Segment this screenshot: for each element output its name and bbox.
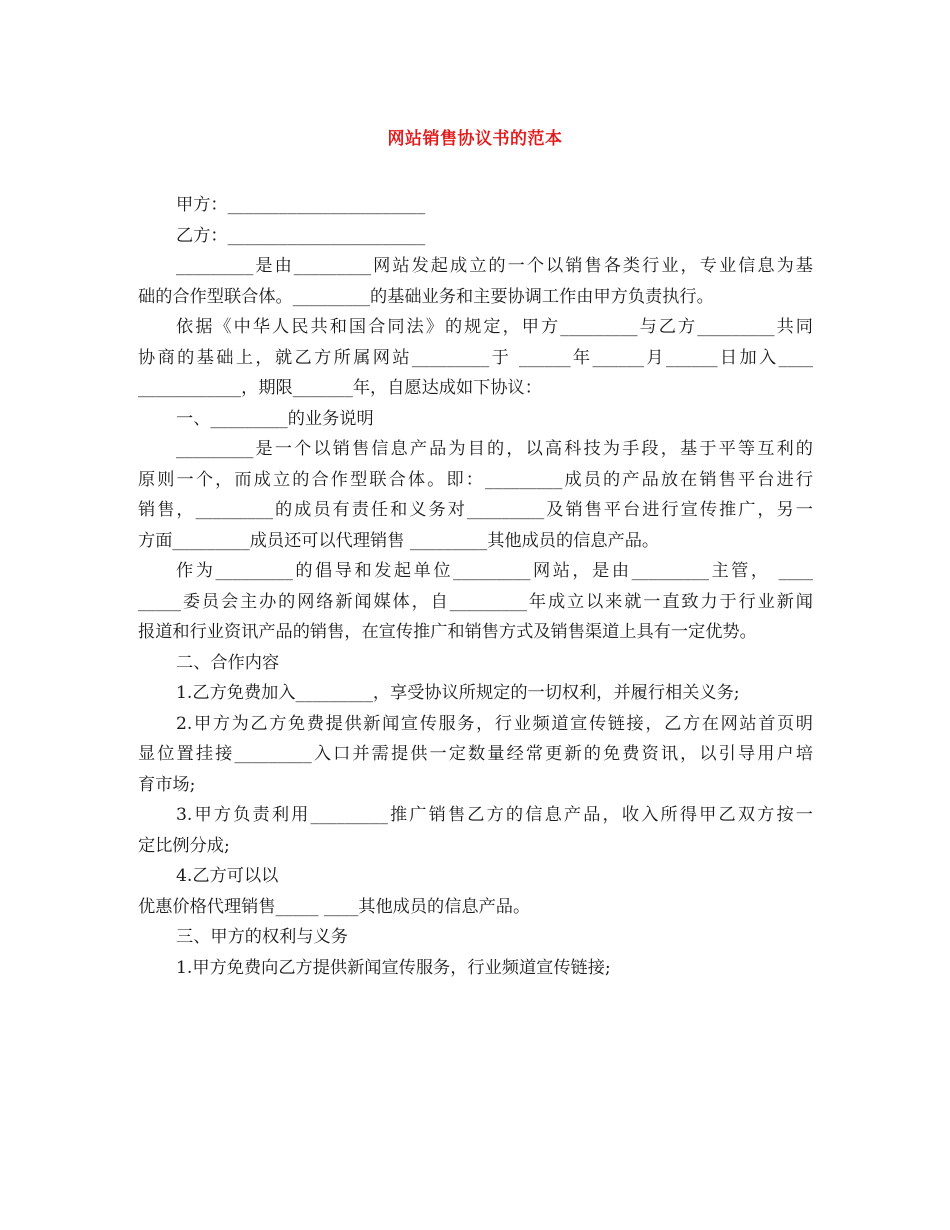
document-title: 网站销售协议书的范本 <box>387 129 563 149</box>
paragraph-line: 原则一个，而成立的合作型联合体。即：_________成员的产品放在销售平台进行 <box>138 469 813 490</box>
list-item-continuation: 定比例分成; <box>138 835 230 856</box>
list-item: 2.甲方为乙方免费提供新闻宣传服务，行业频道宣传链接，乙方在网站首页明 <box>176 713 813 734</box>
paragraph-line: ____________，期限_______年，自愿达成如下协议： <box>138 378 542 398</box>
section-heading: 三、甲方的权利与义务 <box>176 927 348 947</box>
paragraph-line: 销售，_________的成员有责任和义务对_________及销售平台进行宣传推广，另一 <box>138 500 813 520</box>
list-item-continuation: 显位置挂接_________入口并需提供一定数量经常更新的免费资讯，以引导用户培 <box>138 744 813 764</box>
list-item-continuation: 优惠价格代理销售_____ ____其他成员的信息产品。 <box>138 896 531 917</box>
list-item-continuation: 育市场; <box>138 774 196 795</box>
paragraph-line: 础的合作型联合体。_________的基础业务和主要协调工作由甲方负责执行。 <box>138 286 714 307</box>
list-item: 1.乙方免费加入_________，享受协议所规定的一切权利，并履行相关义务; <box>176 683 740 703</box>
party-b-line: 乙方：_______________________ <box>176 225 426 246</box>
section-heading: 二、合作内容 <box>176 652 280 673</box>
paragraph-line: 作为_________的倡导和发起单位_________网站，是由_________主管， ____ <box>176 561 813 581</box>
paragraph-line: _________是一个以销售信息产品为目的，以高科技为手段，基于平等互利的 <box>176 439 813 459</box>
paragraph-line: 方面_________成员还可以代理销售 _________其他成员的信息产品。 <box>138 530 660 551</box>
paragraph-line: _________是由_________网站发起成立的一个以销售各类行业，专业信息为基 <box>176 256 813 276</box>
list-item: 3.甲方负责利用_________推广销售乙方的信息产品，收入所得甲乙双方按一 <box>176 805 813 825</box>
paragraph-line: _____委员会主办的网络新闻媒体，自_________年成立以来就一直致力于行业新闻 <box>138 591 813 612</box>
party-a-line: 甲方：_______________________ <box>176 195 426 215</box>
list-item: 4.乙方可以以 <box>176 866 279 886</box>
section-heading: 一、_________的业务说明 <box>176 408 374 429</box>
paragraph-line: 协商的基础上，就乙方所属网站_________于 ______年______月______日加入____ <box>138 347 813 368</box>
list-item: 1.甲方免费向乙方提供新闻宣传服务，行业频道宣传链接; <box>176 957 611 978</box>
paragraph-line: 报道和行业资讯产品的销售，在宣传推广和销售方式及销售渠道上具有一定优势。 <box>138 622 757 642</box>
document-body <box>138 190 813 983</box>
paragraph-line: 依据《中华人民共和国合同法》的规定，甲方_________与乙方_________共同 <box>176 317 813 337</box>
